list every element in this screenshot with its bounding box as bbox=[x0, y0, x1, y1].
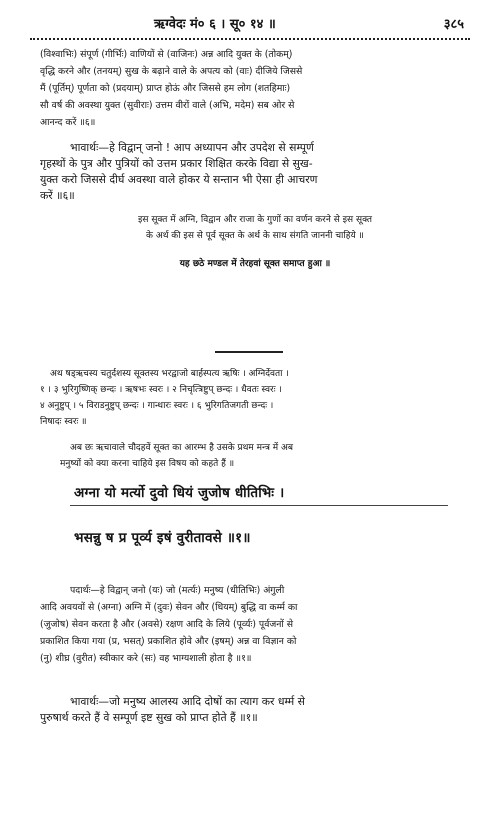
running-title: ऋग्वेदः मं० ६ । सू० १४ ॥ bbox=[154, 17, 276, 32]
mantra-rule bbox=[70, 505, 448, 506]
mantra-line-1: अग्ना यो मर्त्यो दुवो धियं जुजोष धीतिभिः । bbox=[74, 485, 285, 501]
text-line: निषादः स्वरः ॥ bbox=[40, 417, 87, 427]
text-line: पदार्थः—हे विद्वान् जनो (यः) जो (मर्त्यः) मनुष्य (धीतिभिः) अंगुली bbox=[70, 585, 285, 596]
text-line: गृहस्थों के पुत्र और पुत्रियों को उत्तम प्रकार शिक्षित करके विद्या से सुख- bbox=[40, 157, 313, 170]
bhavartha-paragraph bbox=[40, 140, 470, 204]
mantra-line-2: भसन्नु ष प्र पूर्व्य इषं वुरीतावसे ॥१॥ bbox=[74, 530, 251, 546]
text-line: युक्त करो जिससे दीर्घ अवस्था वाले होकर ये सन्तान भी ऐसा ही आचरण bbox=[40, 173, 318, 186]
text-line: के अर्थ की इस से पूर्व सूक्त के अर्थ के साथ संगति जाननी चाहिये ॥ bbox=[146, 231, 364, 241]
text-line: (जुजोष) सेवन करता है और (अवसे) रक्षण आदि के लिये (पूर्व्यः) पूर्वजनों से bbox=[40, 619, 294, 630]
header-rule bbox=[30, 38, 470, 40]
text-line: (विश्वाभिः) संपूर्ण (गीर्भिः) वाणियों से (वाजिनः) अन्न आदि युक्त के (तोकम्) bbox=[40, 49, 293, 60]
padartha-paragraph bbox=[40, 582, 470, 667]
sukta-summary bbox=[40, 212, 470, 272]
text-line: करें ॥६॥ bbox=[40, 189, 75, 202]
intro-note bbox=[40, 440, 470, 472]
padartha-continuation bbox=[40, 46, 470, 131]
bhavartha-paragraph-2 bbox=[40, 694, 470, 726]
section-divider bbox=[215, 351, 283, 353]
page-header bbox=[44, 14, 464, 34]
text-line: इस सूक्त में अग्नि, विद्वान और राजा के गुणों का वर्णन करने से इस सूक्त bbox=[137, 215, 373, 225]
text-line: भावार्थः—जो मनुष्य आलस्य आदि दोषों का त्याग कर धर्म्म से bbox=[70, 695, 305, 708]
sukta-intro bbox=[40, 366, 470, 430]
text-line: प्रकाशित किया गया (प्र, भसत्) प्रकाशित होवे और (इषम्) अन्न वा विज्ञान को bbox=[40, 636, 297, 647]
text-line: पुरुषार्थ करते हैं वे सम्पूर्ण इष्ट सुख को प्राप्त होते हैं ॥१॥ bbox=[40, 711, 258, 724]
text-line: सौ वर्ष की अवस्था युक्त (सुवीराः) उत्तम वीरों वाले (अभि, मदेम) सब ओर से bbox=[40, 100, 295, 111]
text-line: १ । ३ भुरिगुष्णिक् छन्दः । ऋषभः स्वरः । २ निचृत्त्रिष्टुप् छन्दः । धैवतः स्वरः । bbox=[40, 385, 282, 395]
text-line: अब छः ऋचावाले चौदहवें सूक्त का आरम्भ है उसके प्रथम मन्त्र में अब bbox=[70, 443, 294, 453]
text-line: अथ षड्ऋचस्य चतुर्दशस्य सूक्तस्य भरद्वाजो बार्हस्पत्य ऋषिः । अग्निर्देवता । bbox=[50, 369, 289, 379]
text-line: मनुष्यों को क्या करना चाहिये इस विषय को कहते हैं ॥ bbox=[60, 459, 235, 469]
text-line: वृद्धि करने और (तनयम्) सुख के बढ़ाने वाले के अपत्य को (वाः) दीजिये जिससे bbox=[40, 66, 303, 77]
text-line: आनन्द करें ॥६॥ bbox=[40, 117, 96, 128]
text-line: भावार्थः—हे विद्वान् जनो ! आप अध्यापन और उपदेश से सम्पूर्ण bbox=[70, 141, 314, 154]
sukta-end-note: यह छठे मण्डल में तेरहवां सूक्त समाप्त हुआ ॥ bbox=[179, 259, 331, 269]
page-number: ३८५ bbox=[443, 17, 464, 32]
text-line: (नु) शीघ्र (वुरीत) स्वीकार करे (सः) वह भाग्यशाली होता है ॥१॥ bbox=[40, 653, 252, 664]
text-line: मैं (पूर्तिम्) पूर्णता को (प्रदयाम्) प्राप्त होऊं और जिससे हम लोग (शतहिमाः) bbox=[40, 83, 291, 94]
text-line: आदि अवयवों से (अग्ना) अग्नि में (दुवः) सेवन और (धियम्) बुद्धि वा कर्म्म का bbox=[40, 602, 298, 613]
text-line: ४ अनुष्टुप् । ५ विराडनुष्टुप् छन्दः । गान्धारः स्वरः । ६ भुरिगतिजगती छन्दः । bbox=[40, 401, 274, 411]
